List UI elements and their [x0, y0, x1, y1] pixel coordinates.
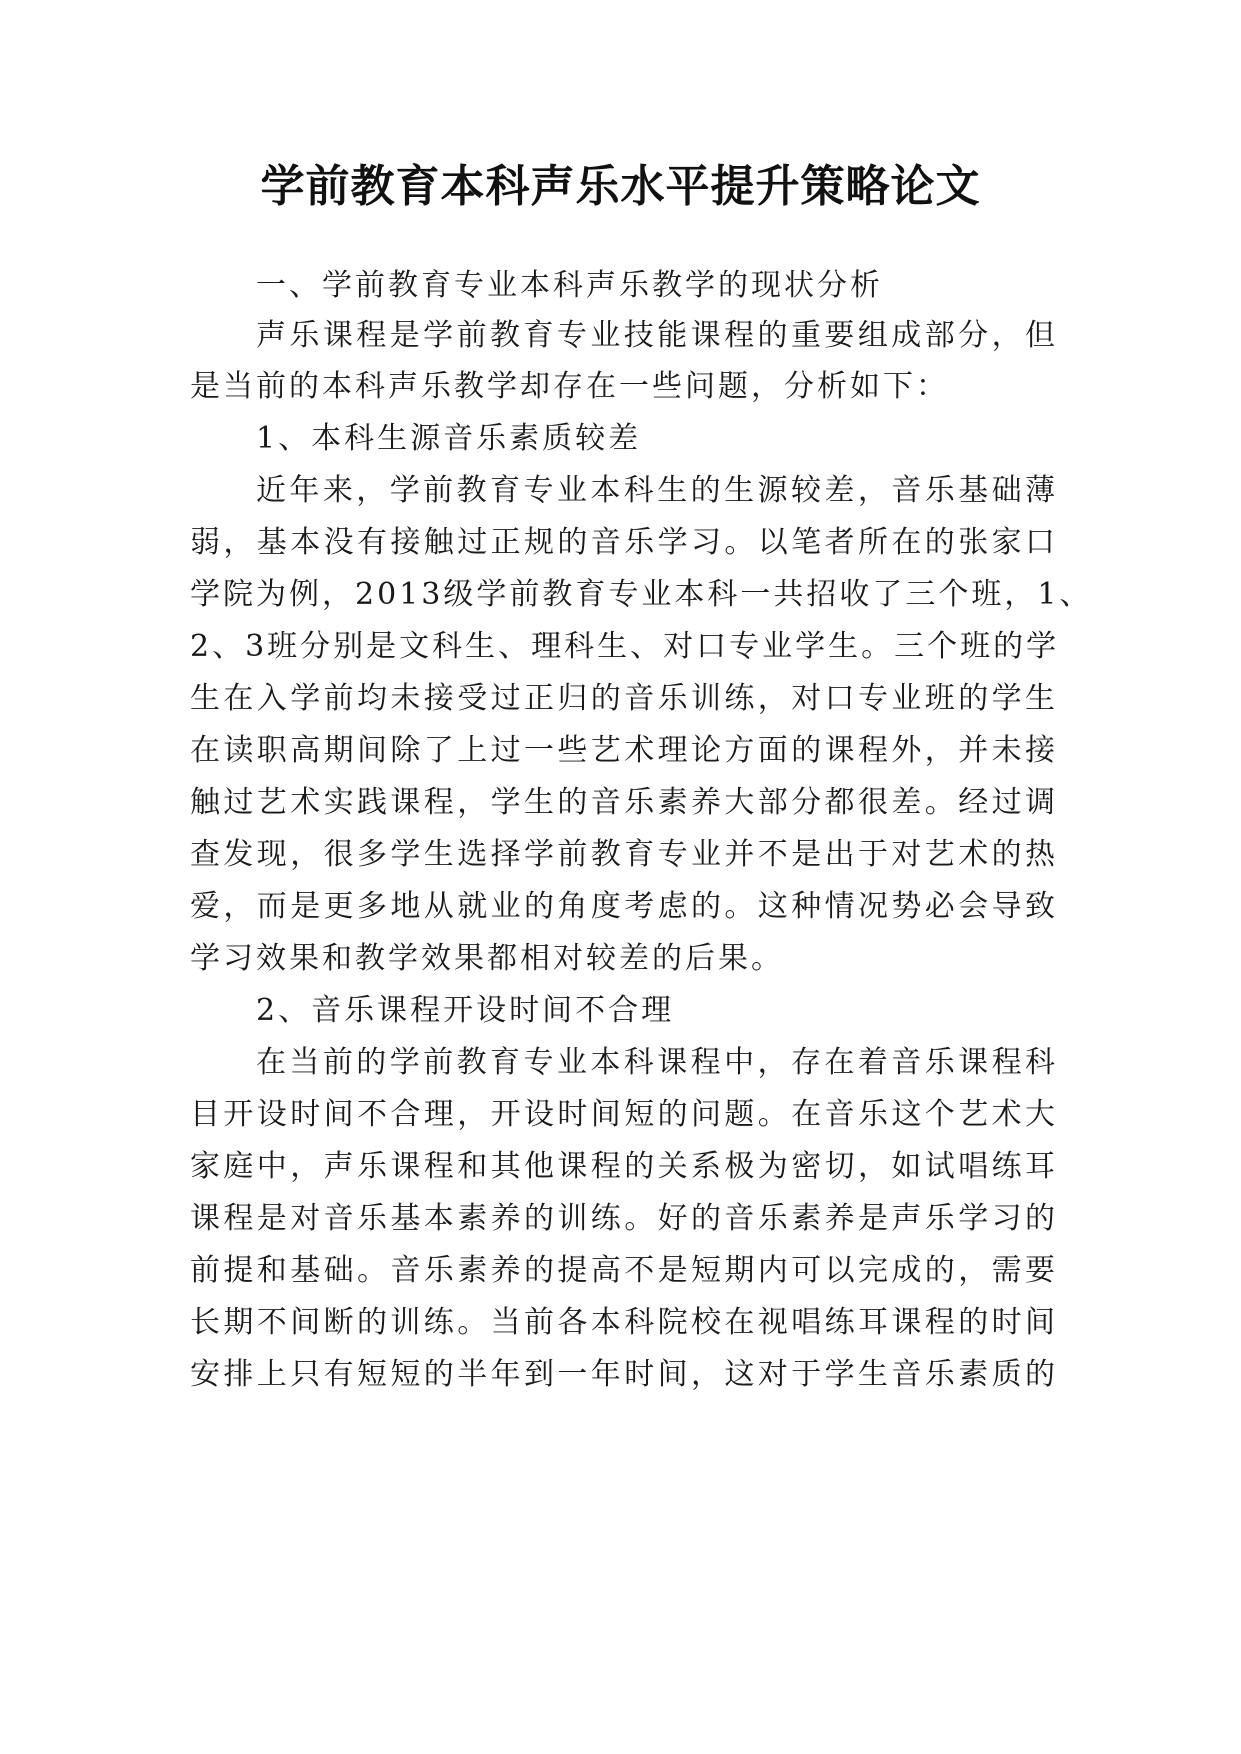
paragraph-line: 近年来，学前教育专业本科生的生源较差，音乐基础薄	[256, 473, 1058, 508]
document-title: 学前教育本科声乐水平提升策略论文	[260, 161, 981, 212]
paragraph-line: 目开设时间不合理，开设时间短的问题。在音乐这个艺术大	[190, 1097, 1058, 1132]
subsection-heading: 1、本科生源音乐素质较差	[256, 421, 642, 456]
paragraph-line: 学院为例，2013级学前教育专业本科一共招收了三个班，1、	[190, 577, 1093, 612]
paragraph-line: 触过艺术实践课程，学生的音乐素养大部分都很差。经过调	[190, 785, 1058, 820]
paragraph-line: 生在入学前均未接受过正归的音乐训练，对口专业班的学生	[190, 681, 1058, 716]
paragraph-line: 爱，而是更多地从就业的角度考虑的。这种情况势必会导致	[190, 889, 1058, 924]
paragraph-line: 家庭中，声乐课程和其他课程的关系极为密切，如试唱练耳	[190, 1149, 1058, 1184]
paragraph-line: 前提和基础。音乐素养的提高不是短期内可以完成的，需要	[190, 1253, 1058, 1288]
subsection-heading: 2、音乐课程开设时间不合理	[256, 993, 675, 1028]
section-heading: 一、学前教育专业本科声乐教学的现状分析	[256, 268, 883, 303]
paragraph-line: 是当前的本科声乐教学却存在一些问题，分析如下：	[190, 369, 949, 404]
paragraph-line: 弱，基本没有接触过正规的音乐学习。以笔者所在的张家口	[190, 525, 1058, 560]
paragraph-line: 2、3班分别是文科生、理科生、对口专业学生。三个班的学	[190, 629, 1060, 664]
paragraph-line: 课程是对音乐基本素养的训练。好的音乐素养是声乐学习的	[190, 1201, 1058, 1236]
paragraph-line: 安排上只有短短的半年到一年时间，这对于学生音乐素质的	[190, 1357, 1058, 1392]
paragraph-line: 学习效果和教学效果都相对较差的后果。	[190, 941, 784, 976]
paragraph-line: 查发现，很多学生选择学前教育专业并不是出于对艺术的热	[190, 837, 1058, 872]
paragraph-line: 在当前的学前教育专业本科课程中，存在着音乐课程科	[256, 1045, 1058, 1080]
paragraph-line: 声乐课程是学前教育专业技能课程的重要组成部分，但	[256, 318, 1058, 353]
paragraph-line: 长期不间断的训练。当前各本科院校在视唱练耳课程的时间	[190, 1305, 1058, 1340]
paragraph-line: 在读职高期间除了上过一些艺术理论方面的课程外，并未接	[190, 733, 1058, 768]
